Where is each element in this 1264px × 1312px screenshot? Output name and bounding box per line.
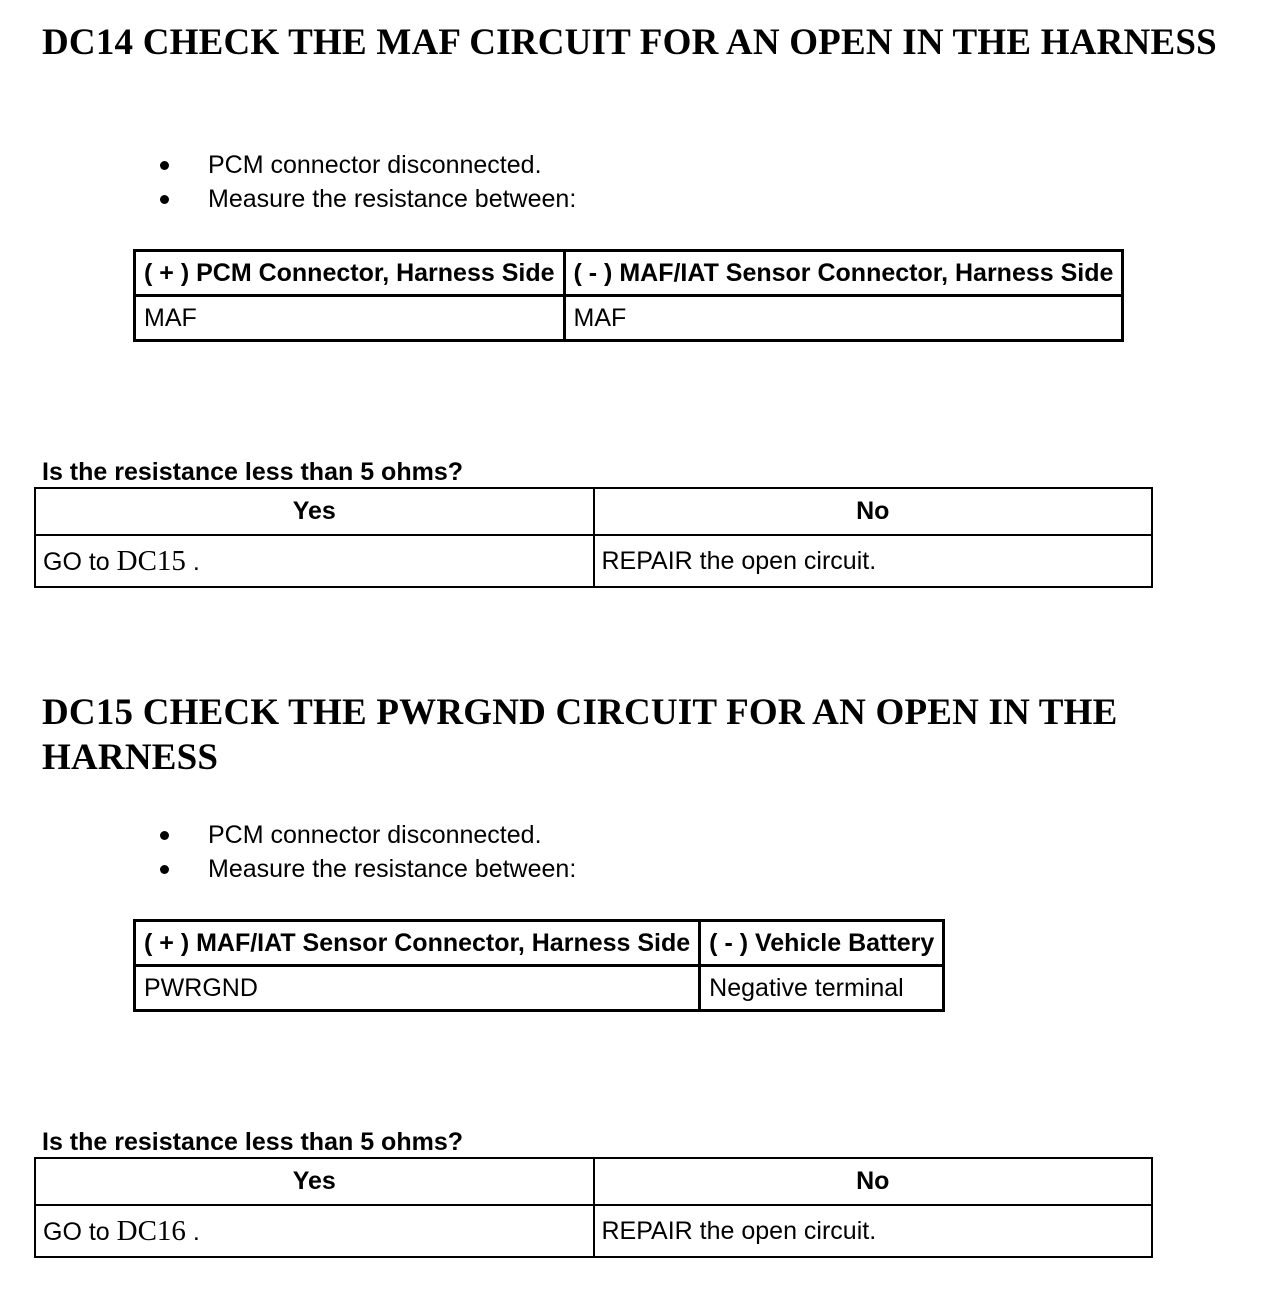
dc14-answer-table xyxy=(34,487,1153,588)
positive-lead-header: ( + ) MAF/IAT Sensor Connector, Harness Side xyxy=(135,921,700,966)
table-header-row xyxy=(135,251,1123,296)
table-header-row xyxy=(35,1158,1152,1205)
yes-action-suffix: . xyxy=(185,1217,200,1246)
table-header-row xyxy=(35,488,1152,535)
instruction-text: PCM connector disconnected. xyxy=(208,821,542,849)
step-dc15-instructions xyxy=(160,818,576,886)
step-dc14-instructions xyxy=(160,148,576,216)
negative-lead-header: ( - ) Vehicle Battery xyxy=(700,921,944,966)
instruction-item xyxy=(160,818,576,852)
step-dc15-title: DC15 CHECK THE PWRGND CIRCUIT FOR AN OPEN IN THE HARNESS xyxy=(42,692,1118,778)
dc15-question: Is the resistance less than 5 ohms? xyxy=(42,1128,463,1156)
no-cell: REPAIR the open circuit. xyxy=(594,1205,1153,1257)
yes-header: Yes xyxy=(35,488,594,535)
instruction-item xyxy=(160,148,576,182)
goto-dc16-link[interactable]: DC16 xyxy=(116,1214,186,1247)
table-row xyxy=(135,296,1123,341)
dc15-answer-table xyxy=(34,1157,1153,1258)
yes-cell xyxy=(35,535,594,587)
instruction-text: Measure the resistance between: xyxy=(208,185,577,213)
yes-header: Yes xyxy=(35,1158,594,1205)
instruction-text: PCM connector disconnected. xyxy=(208,151,542,179)
yes-cell xyxy=(35,1205,594,1257)
negative-lead-cell: MAF xyxy=(564,296,1123,341)
bullet-icon xyxy=(160,831,169,840)
dc14-question: Is the resistance less than 5 ohms? xyxy=(42,458,463,486)
yes-action-suffix: . xyxy=(185,547,200,576)
no-header: No xyxy=(594,1158,1153,1205)
table-header-row xyxy=(135,921,944,966)
table-row xyxy=(35,535,1152,587)
dc14-measurement-table xyxy=(133,249,1124,342)
negative-lead-header: ( - ) MAF/IAT Sensor Connector, Harness Side xyxy=(564,251,1123,296)
instruction-item xyxy=(160,182,576,216)
table-row xyxy=(35,1205,1152,1257)
negative-lead-cell: Negative terminal xyxy=(700,966,944,1011)
instruction-item xyxy=(160,852,576,886)
goto-dc15-link[interactable]: DC15 xyxy=(116,544,186,577)
positive-lead-cell: MAF xyxy=(135,296,565,341)
bullet-icon xyxy=(160,195,169,204)
bullet-icon xyxy=(160,865,169,874)
no-header: No xyxy=(594,488,1153,535)
step-dc14-title: DC14 CHECK THE MAF CIRCUIT FOR AN OPEN IN THE HARNESS xyxy=(42,22,1217,63)
yes-action-text: GO to xyxy=(43,1217,117,1246)
positive-lead-header: ( + ) PCM Connector, Harness Side xyxy=(135,251,565,296)
bullet-icon xyxy=(160,161,169,170)
instruction-text: Measure the resistance between: xyxy=(208,855,577,883)
no-cell: REPAIR the open circuit. xyxy=(594,535,1153,587)
dc15-measurement-table xyxy=(133,919,945,1012)
positive-lead-cell: PWRGND xyxy=(135,966,700,1011)
yes-action-text: GO to xyxy=(43,547,117,576)
table-row xyxy=(135,966,944,1011)
